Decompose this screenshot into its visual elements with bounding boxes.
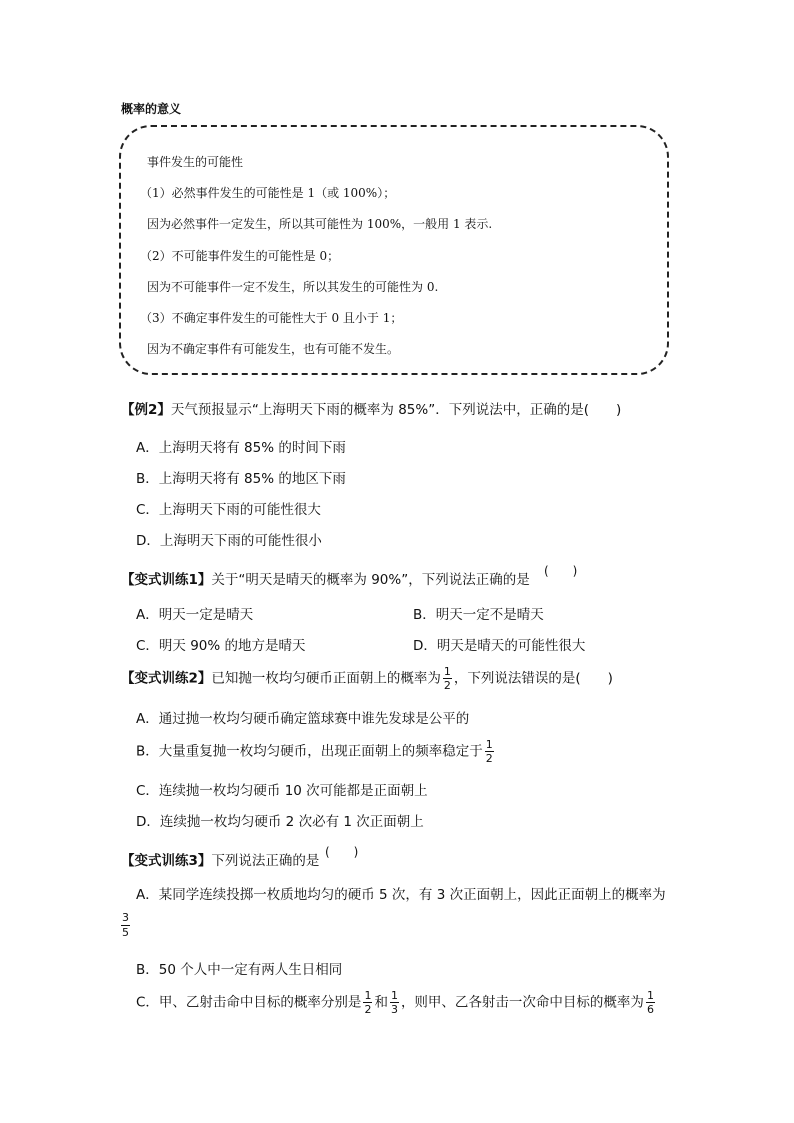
question-label: 【变式训练2】: [121, 670, 212, 687]
question-label: 【变式训练3】: [121, 853, 212, 869]
question-stem-pre: 已知抛一枚均匀硬币正面朝上的概率为: [211, 670, 441, 687]
fraction-one-half: $\frac{1}{2}$: [364, 989, 372, 1016]
training-2-option-a: A．通过抛一枚均匀硬币确定篮球赛中谁先发球是公平的: [136, 711, 470, 727]
box-line-2: 因为必然事件一定发生，所以其可能性为 100%，一般用 1 表示.: [147, 217, 493, 231]
section-title: 概率的意义: [121, 102, 182, 116]
fraction-one-third: $\frac{1}{3}$: [390, 989, 398, 1016]
question-stem: 下列说法正确的是: [211, 853, 320, 869]
fraction-one-half: $\frac{1}{2}$: [485, 738, 493, 765]
box-line-5: （3）不确定事件发生的可能性大于 0 且小于 1；: [140, 311, 403, 325]
training-1-option-c: C．明天 90% 的地方是晴天: [136, 638, 306, 654]
training-1-option-d: D．明天是晴天的可能性很大: [413, 638, 586, 654]
training-1-option-a: A．明天一定是晴天: [136, 607, 254, 623]
example-2-option-a: A．上海明天将有 85% 的时间下雨: [136, 440, 346, 456]
question-stem: 天气预报显示“上海明天下雨的概率为 85%”．下列说法中，正确的是( ): [170, 402, 622, 418]
training-2-option-c: C．连续抛一枚均匀硬币 10 次可能都是正面朝上: [136, 783, 428, 799]
example-2-question: [121, 398, 621, 418]
box-line-3: （2）不可能事件发生的可能性是 0；: [140, 249, 340, 263]
question-label: 【变式训练1】: [121, 572, 212, 588]
training-3-option-b: B．50 个人中一定有两人生日相同: [136, 962, 343, 978]
training-2-option-b: B．大量重复抛一枚均匀硬币，出现正面朝上的频率稳定于 $\frac{1}{2}$: [136, 738, 493, 765]
training-1-option-b: B．明天一定不是晴天: [413, 607, 544, 623]
training-2-option-d: D．连续抛一枚均匀硬币 2 次必有 1 次正面朝上: [136, 814, 424, 830]
question-stem-post: ，下列说法错误的是( ): [453, 670, 613, 687]
example-2-option-d: D．上海明天下雨的可能性很小: [136, 533, 322, 549]
training-1-question: [121, 568, 530, 588]
box-line-6: 因为不确定事件有可能发生，也有可能不发生。: [147, 342, 400, 356]
example-2-option-c: C．上海明天下雨的可能性很大: [136, 502, 321, 518]
training-3-question: [121, 849, 319, 869]
training-3-option-c: C．甲、乙射击命中目标的概率分别是 $\frac{1}{2}$ 和 $\frac{1}{3}$ ，则甲、乙各射击一次命中目标的概率为 $\frac{1}{6}$: [136, 989, 654, 1016]
fraction-three-fifths: 3 5: [122, 911, 129, 939]
box-line-1: （1）必然事件发生的可能性是 1（或 100%）；: [140, 186, 396, 200]
question-stem: 关于“明天是晴天的概率为 90%”，下列说法正确的是: [211, 572, 530, 588]
answer-parentheses: ( ): [325, 845, 359, 859]
example-2-option-b: B．上海明天将有 85% 的地区下雨: [136, 471, 346, 487]
question-label: 【例2】: [121, 402, 171, 418]
box-heading: 事件发生的可能性: [147, 155, 244, 169]
fraction-one-half: $\frac{1}{2}$: [443, 665, 451, 692]
box-line-4: 因为不可能事件一定不发生，所以其发生的可能性为 0.: [147, 280, 439, 294]
training-3-option-a: A．某同学连续投掷一枚质地均匀的硬币 5 次，有 3 次正面朝上，因此正面朝上的概率为: [136, 887, 666, 903]
fraction-one-sixth: $\frac{1}{6}$: [646, 989, 654, 1016]
answer-parentheses: ( ): [544, 564, 578, 578]
training-2-question: [121, 666, 613, 691]
